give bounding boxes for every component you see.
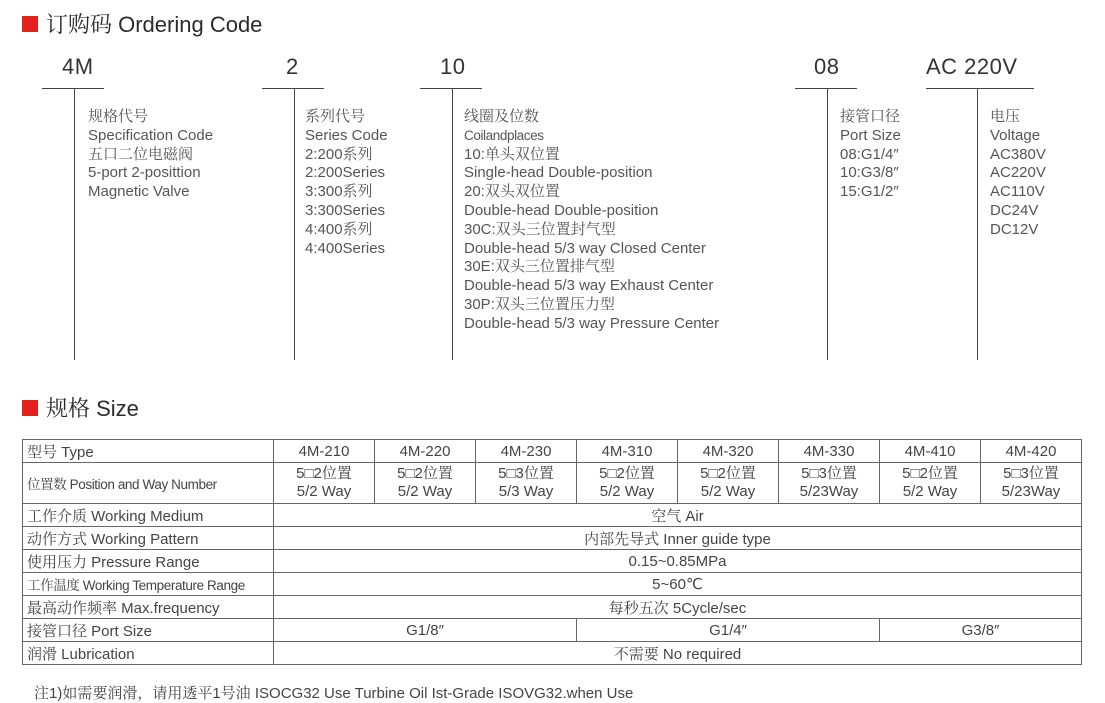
table-row-temperature [23, 573, 1082, 596]
position-cell: 5□2位置 5/2 Way [577, 463, 678, 504]
position-cell: 5□2位置 5/2 Way [678, 463, 779, 504]
row-label: 工作介质 Working Medium [23, 504, 274, 527]
model-cell: 4M-330 [779, 440, 880, 463]
code-voltage: AC 220V [926, 54, 1018, 79]
size-table [22, 439, 1082, 665]
code-underline [926, 88, 1034, 89]
code-port: 08 [814, 54, 840, 79]
code-underline [420, 88, 482, 89]
position-cell: 5□2位置 5/2 Way [274, 463, 375, 504]
position-cell: 5□2位置 5/2 Way [375, 463, 476, 504]
row-value: 内部先导式 Inner guide type [274, 527, 1082, 550]
row-label: 位置数 Position and Way Number [23, 463, 274, 504]
table-row-pattern [23, 527, 1082, 550]
ordering-code-title: 订购码 Ordering Code [22, 8, 262, 39]
code-connector [452, 88, 453, 360]
code-series: 2 [286, 54, 299, 79]
code-connector [74, 88, 75, 360]
table-row-port [23, 619, 1082, 642]
row-value: 每秒五次 5Cycle/sec [274, 596, 1082, 619]
red-square-icon [22, 16, 38, 32]
model-cell: 4M-420 [981, 440, 1082, 463]
position-cell: 5□2位置 5/2 Way [880, 463, 981, 504]
code-underline [795, 88, 857, 89]
table-row-position [23, 463, 1082, 504]
table-row-medium [23, 504, 1082, 527]
model-cell: 4M-310 [577, 440, 678, 463]
code-connector [294, 88, 295, 360]
model-cell: 4M-320 [678, 440, 779, 463]
code-underline [42, 88, 104, 89]
port-cell: G3/8″ [880, 619, 1082, 642]
position-cell: 5□3位置 5/23Way [981, 463, 1082, 504]
code-connector [827, 88, 828, 360]
series-description: 系列代号 Series Code 2:200系列 2:200Series 3:300系列 3:300Series 4:400系列 4:400Series [305, 108, 388, 257]
port-cell: G1/4″ [577, 619, 880, 642]
table-row-frequency [23, 596, 1082, 619]
row-value: 不需要 No required [274, 642, 1082, 665]
code-spec: 4M [62, 54, 94, 79]
voltage-description: 电压 Voltage AC380V AC220V AC110V DC24V DC12V [990, 108, 1046, 238]
row-label: 接管口径 Port Size [23, 619, 274, 642]
coil-description: 线圈及位数 Coilandplaces 10:单头双位置 Single-head Double-position 20:双头双位置 Double-head Double-position 30C:双头三位置封气型 Double-head 5/3 way Closed Center 30E:双头三位置排气型 Double-head 5/3 way Exhaust Center 30P:双头三位置压力型 Double-head 5/3 way Pressure Center [464, 108, 720, 332]
row-value: 空气 Air [274, 504, 1082, 527]
position-cell: 5□3位置 5/23Way [779, 463, 880, 504]
model-cell: 4M-410 [880, 440, 981, 463]
row-value: 0.15~0.85MPa [274, 550, 1082, 573]
red-square-icon [22, 400, 38, 416]
row-label: 最高动作频率 Max.frequency [23, 596, 274, 619]
code-underline [262, 88, 324, 89]
row-label: 工作温度 Working Temperature Range [23, 573, 274, 596]
table-row-type [23, 440, 1082, 463]
spec-description: 规格代号 Specification Code 五口二位电磁阀 5-port 2-posittion Magnetic Valve [88, 108, 214, 201]
model-cell: 4M-210 [274, 440, 375, 463]
model-cell: 4M-220 [375, 440, 476, 463]
footnote: 注1)如需要润滑，请用透平1号油 ISOCG32 Use Turbine Oil Ist-Grade ISOVG32.when Use [34, 685, 634, 702]
table-row-pressure [23, 550, 1082, 573]
row-label: 使用压力 Pressure Range [23, 550, 274, 573]
row-label: 动作方式 Working Pattern [23, 527, 274, 550]
code-connector [977, 88, 978, 360]
size-title: 规格 Size [22, 392, 139, 423]
code-coil: 10 [440, 54, 466, 79]
row-label: 型号 Type [23, 440, 274, 463]
model-cell: 4M-230 [476, 440, 577, 463]
port-cell: G1/8″ [274, 619, 577, 642]
table-row-lubrication [23, 642, 1082, 665]
position-cell: 5□3位置 5/3 Way [476, 463, 577, 504]
row-value: 5~60℃ [274, 573, 1082, 596]
row-label: 润滑 Lubrication [23, 642, 274, 665]
port-description: 接管口径 Port Size 08:G1/4″ 10:G3/8″ 15:G1/2″ [840, 108, 901, 201]
